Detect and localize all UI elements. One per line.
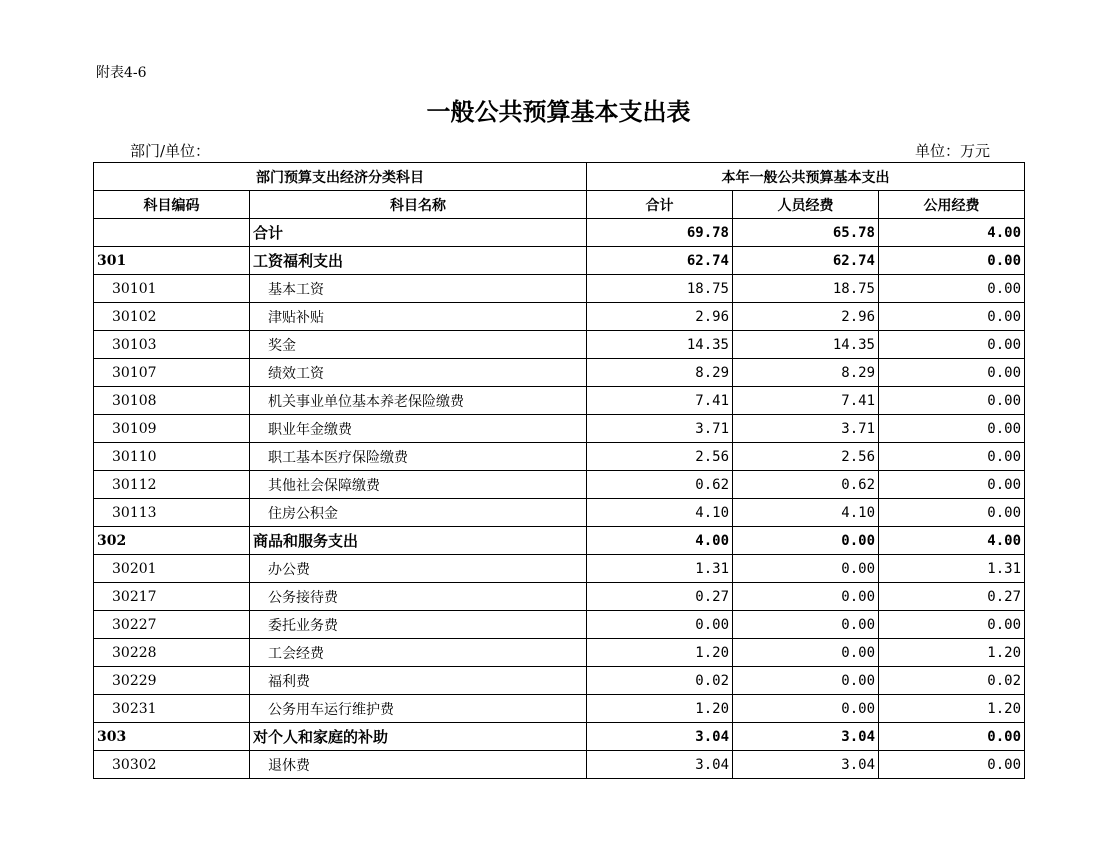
personnel-cell: 7.41	[733, 387, 879, 415]
code-cell: 302	[94, 527, 250, 555]
table-row	[94, 471, 1025, 499]
public-cell: 4.00	[879, 527, 1025, 555]
personnel-cell: 65.78	[733, 219, 879, 247]
public-cell: 0.00	[879, 471, 1025, 499]
personnel-cell: 3.71	[733, 415, 879, 443]
public-cell: 0.00	[879, 415, 1025, 443]
code-cell: 30110	[94, 443, 250, 471]
code-cell: 30201	[94, 555, 250, 583]
table-row	[94, 275, 1025, 303]
total-cell: 18.75	[587, 275, 733, 303]
code-cell: 30302	[94, 751, 250, 779]
table-row	[94, 555, 1025, 583]
name-cell: 绩效工资	[250, 359, 587, 387]
total-cell: 1.31	[587, 555, 733, 583]
name-cell: 奖金	[250, 331, 587, 359]
total-cell: 0.27	[587, 583, 733, 611]
code-cell	[94, 219, 250, 247]
table-row	[94, 751, 1025, 779]
personnel-cell: 0.00	[733, 527, 879, 555]
name-cell: 商品和服务支出	[250, 527, 587, 555]
table-row	[94, 639, 1025, 667]
total-cell: 0.00	[587, 611, 733, 639]
name-cell: 住房公积金	[250, 499, 587, 527]
attachment-label: 附表4-6	[96, 65, 147, 81]
group-header-left: 部门预算支出经济分类科目	[94, 163, 587, 191]
total-cell: 0.62	[587, 471, 733, 499]
name-cell: 公务用车运行维护费	[250, 695, 587, 723]
column-header-public: 公用经费	[879, 191, 1025, 219]
table-row	[94, 583, 1025, 611]
personnel-cell: 3.04	[733, 723, 879, 751]
public-cell: 0.00	[879, 443, 1025, 471]
personnel-cell: 0.00	[733, 583, 879, 611]
code-cell: 30109	[94, 415, 250, 443]
table-row	[94, 499, 1025, 527]
total-cell: 1.20	[587, 695, 733, 723]
public-cell: 0.00	[879, 723, 1025, 751]
total-cell: 3.04	[587, 723, 733, 751]
public-cell: 0.00	[879, 275, 1025, 303]
total-cell: 62.74	[587, 247, 733, 275]
public-cell: 1.31	[879, 555, 1025, 583]
table-row	[94, 359, 1025, 387]
table-row	[94, 611, 1025, 639]
table-row	[94, 695, 1025, 723]
personnel-cell: 18.75	[733, 275, 879, 303]
public-cell: 0.00	[879, 247, 1025, 275]
total-cell: 1.20	[587, 639, 733, 667]
group-header-right: 本年一般公共预算基本支出	[587, 163, 1025, 191]
public-cell: 0.00	[879, 499, 1025, 527]
name-cell: 职业年金缴费	[250, 415, 587, 443]
public-cell: 0.02	[879, 667, 1025, 695]
code-cell: 30229	[94, 667, 250, 695]
code-cell: 30103	[94, 331, 250, 359]
header-group-row	[94, 163, 1025, 191]
table-row	[94, 247, 1025, 275]
unit-label: 单位：万元	[914, 142, 990, 160]
column-header-total: 合计	[587, 191, 733, 219]
public-cell: 0.00	[879, 751, 1025, 779]
code-cell: 30108	[94, 387, 250, 415]
code-cell: 30112	[94, 471, 250, 499]
column-header-name: 科目名称	[250, 191, 587, 219]
total-cell: 8.29	[587, 359, 733, 387]
name-cell: 津贴补贴	[250, 303, 587, 331]
public-cell: 0.00	[879, 611, 1025, 639]
name-cell: 基本工资	[250, 275, 587, 303]
code-cell: 30113	[94, 499, 250, 527]
name-cell: 对个人和家庭的补助	[250, 723, 587, 751]
budget-table	[93, 162, 1025, 779]
table-row	[94, 219, 1025, 247]
total-cell: 0.02	[587, 667, 733, 695]
total-cell: 3.71	[587, 415, 733, 443]
table-row	[94, 527, 1025, 555]
table-row	[94, 443, 1025, 471]
public-cell: 0.00	[879, 359, 1025, 387]
name-cell: 委托业务费	[250, 611, 587, 639]
total-cell: 69.78	[587, 219, 733, 247]
table-row	[94, 387, 1025, 415]
personnel-cell: 0.00	[733, 667, 879, 695]
table-row	[94, 723, 1025, 751]
total-cell: 3.04	[587, 751, 733, 779]
personnel-cell: 3.04	[733, 751, 879, 779]
personnel-cell: 2.56	[733, 443, 879, 471]
code-cell: 30231	[94, 695, 250, 723]
public-cell: 0.27	[879, 583, 1025, 611]
personnel-cell: 0.00	[733, 611, 879, 639]
code-cell: 30107	[94, 359, 250, 387]
name-cell: 公务接待费	[250, 583, 587, 611]
total-cell: 4.00	[587, 527, 733, 555]
personnel-cell: 8.29	[733, 359, 879, 387]
total-cell: 14.35	[587, 331, 733, 359]
column-header-code: 科目编码	[94, 191, 250, 219]
personnel-cell: 0.62	[733, 471, 879, 499]
name-cell: 机关事业单位基本养老保险缴费	[250, 387, 587, 415]
name-cell: 工会经费	[250, 639, 587, 667]
public-cell: 1.20	[879, 695, 1025, 723]
column-header-personnel: 人员经费	[733, 191, 879, 219]
total-cell: 7.41	[587, 387, 733, 415]
code-cell: 30102	[94, 303, 250, 331]
department-label: 部门/单位：	[130, 142, 211, 160]
name-cell: 退休费	[250, 751, 587, 779]
public-cell: 1.20	[879, 639, 1025, 667]
name-cell: 合计	[250, 219, 587, 247]
code-cell: 303	[94, 723, 250, 751]
name-cell: 工资福利支出	[250, 247, 587, 275]
personnel-cell: 62.74	[733, 247, 879, 275]
column-header-row	[94, 191, 1025, 219]
code-cell: 30101	[94, 275, 250, 303]
name-cell: 职工基本医疗保险缴费	[250, 443, 587, 471]
personnel-cell: 0.00	[733, 555, 879, 583]
table-row	[94, 331, 1025, 359]
table-row	[94, 415, 1025, 443]
code-cell: 30228	[94, 639, 250, 667]
total-cell: 4.10	[587, 499, 733, 527]
personnel-cell: 4.10	[733, 499, 879, 527]
public-cell: 4.00	[879, 219, 1025, 247]
table-row	[94, 303, 1025, 331]
public-cell: 0.00	[879, 331, 1025, 359]
code-cell: 30227	[94, 611, 250, 639]
page-title: 一般公共预算基本支出表	[426, 97, 691, 126]
personnel-cell: 14.35	[733, 331, 879, 359]
code-cell: 301	[94, 247, 250, 275]
code-cell: 30217	[94, 583, 250, 611]
total-cell: 2.96	[587, 303, 733, 331]
public-cell: 0.00	[879, 387, 1025, 415]
name-cell: 办公费	[250, 555, 587, 583]
total-cell: 2.56	[587, 443, 733, 471]
personnel-cell: 0.00	[733, 695, 879, 723]
name-cell: 福利费	[250, 667, 587, 695]
personnel-cell: 2.96	[733, 303, 879, 331]
table-row	[94, 667, 1025, 695]
public-cell: 0.00	[879, 303, 1025, 331]
name-cell: 其他社会保障缴费	[250, 471, 587, 499]
personnel-cell: 0.00	[733, 639, 879, 667]
